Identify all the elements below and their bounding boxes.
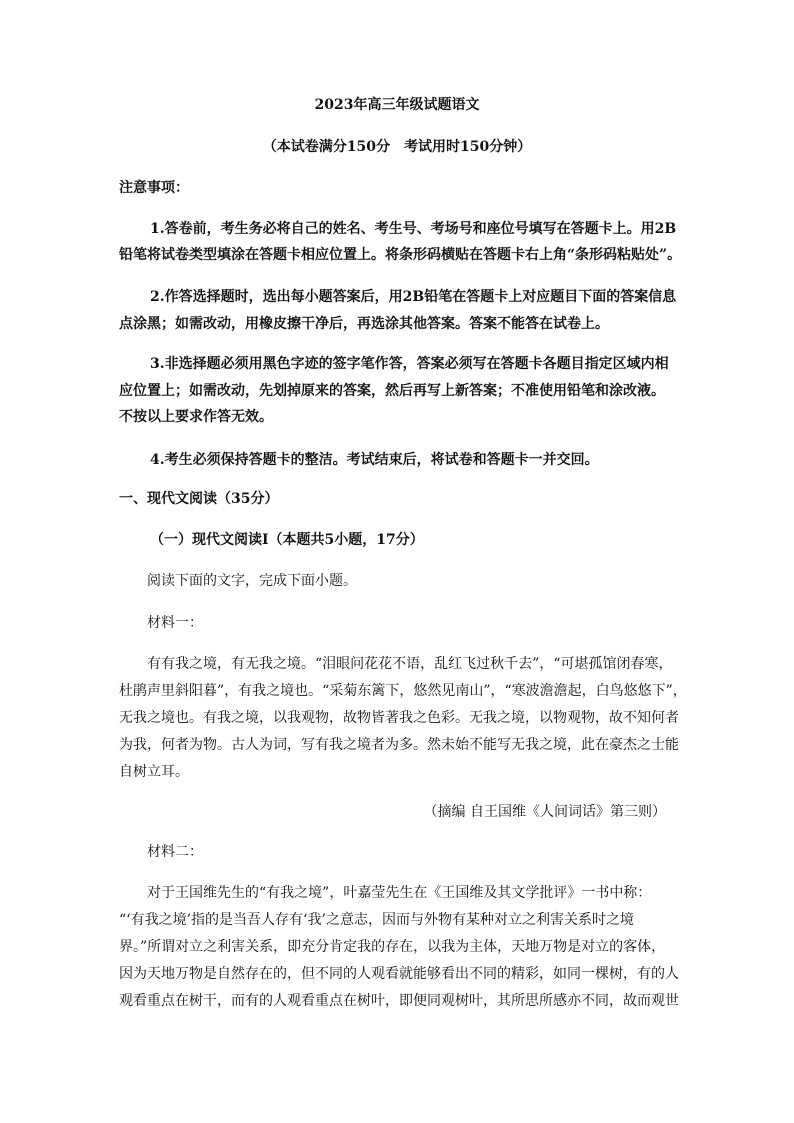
material-2-label: 材料二：: [147, 844, 203, 860]
material-1-line-1: 有有我之境，有无我之境。“泪眼问花花不语，乱红飞过秋千去”，“可堪孤馆闭春寒，: [147, 656, 673, 672]
reading-instruction: 阅读下面的文字，完成下面小题。: [147, 573, 357, 589]
notice-item-3-line-1: 3.非选择题必须用黑色字迹的签字笔作答，答案必须写在答题卡各题目指定区域内相: [150, 356, 669, 372]
material-2-line-1: 对于王国维先生的“有我之境”，叶嘉莹先生在《王国维及其文学批评》一书中称：: [147, 885, 652, 901]
material-2-line-2: “‘有我之境’指的是当吾人存有‘我’之意志，因而与外物有某种对立之利害关系时之境: [119, 912, 634, 928]
material-2-line-4: 因为天地万物是自然存在的，但不同的人观看就能够看出不同的精彩，如同一棵树，有的人: [119, 966, 679, 982]
notice-heading: 注意事项：: [119, 180, 189, 196]
notice-item-3-line-2: 应位置上；如需改动，先划掉原来的答案，然后再写上新答案；不准使用铅笔和涂改液。: [119, 383, 665, 399]
notice-item-4-line-1: 4.考生必须保持答题卡的整洁。考试结束后，将试卷和答题卡一并交回。: [150, 452, 599, 468]
notice-item-2-line-2: 点涂黑；如需改动，用橡皮擦干净后，再选涂其他答案。答案不能答在试卷上。: [119, 316, 609, 332]
material-1-line-4: 为我，何者为物。古人为词，写有我之境者为多。然未始不能写无我之境，此在豪杰之士能: [119, 737, 679, 753]
material-2-line-3: 界。”所谓对立之利害关系，即充分肯定我的存在，以我为主体，天地万物是对立的客体，: [119, 939, 666, 955]
material-1-label: 材料一：: [147, 615, 203, 631]
material-1-line-5: 自树立耳。: [119, 764, 189, 780]
notice-item-2-line-1: 2.作答选择题时，选出每小题答案后，用2B铅笔在答题卡上对应题目下面的答案信息: [150, 289, 677, 305]
exam-title: 2023年高三年级试题语文: [314, 97, 480, 113]
material-1-source: （摘编 自王国维《人间词话》第三则）: [423, 804, 666, 820]
material-1-line-2: 杜鹃声里斜阳暮”，有我之境也。“采菊东篱下，悠然见南山”，“寒波澹澹起，白鸟悠悠下”，: [119, 683, 687, 699]
notice-item-1-line-2: 铅笔将试卷类型填涂在答题卡相应位置上。将条形码横贴在答题卡右上角“条形码粘贴处”。: [119, 247, 682, 263]
notice-item-3-line-3: 不按以上要求作答无效。: [119, 409, 273, 425]
notice-item-1-line-1: 1.答卷前，考生务必将自己的姓名、考生号、考场号和座位号填写在答题卡上。用2B: [150, 221, 677, 237]
subsection-1-heading: （一）现代文阅读Ⅰ（本题共5小题，17分）: [150, 532, 424, 548]
material-1-line-3: 无我之境也。有我之境，以我观物，故物皆著我之色彩。无我之境，以物观物，故不知何者: [119, 710, 679, 726]
exam-subtitle: （本试卷满分150分 考试用时150分钟）: [262, 139, 532, 155]
material-2-line-5: 观看重点在树干，而有的人观看重点在树叶，即便同观树叶，其所思所感亦不同，故而观世: [119, 993, 679, 1009]
section-1-heading: 一、现代文阅读（35分）: [119, 491, 279, 507]
